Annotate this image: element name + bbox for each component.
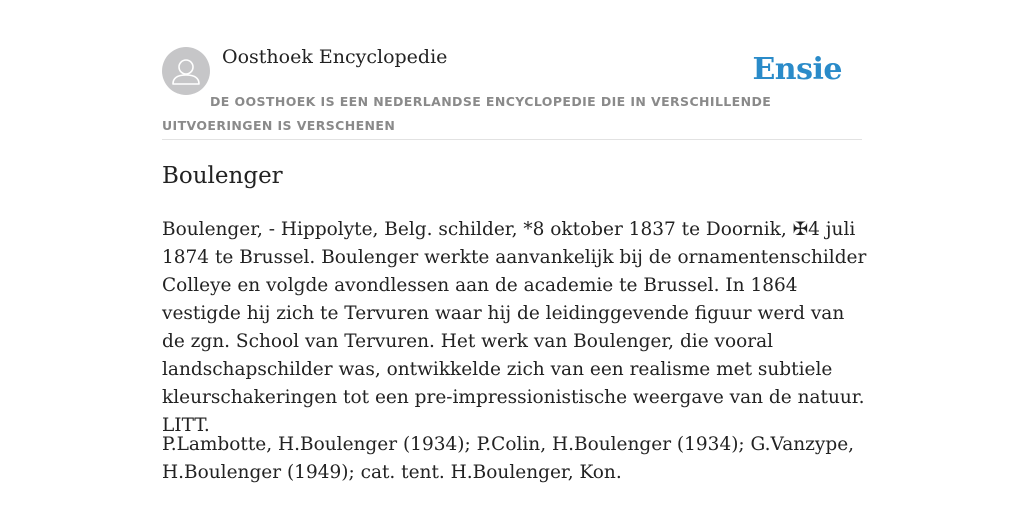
article-title: Boulenger <box>162 163 283 189</box>
user-avatar-icon[interactable] <box>162 47 210 95</box>
ensie-logo[interactable]: Ensie <box>752 52 842 87</box>
site-tagline: DE OOSTHOEK IS EEN NEDERLANDSE ENCYCLOPEDIE DIE IN VERSCHILLENDE UITVOERINGEN IS VERSCHENEN <box>162 94 772 133</box>
header-divider <box>162 139 862 140</box>
article-literature: P.Lambotte, H.Boulenger (1934); P.Colin, H.Boulenger (1934); G.Vanzype, H.Boulenger (1949); cat. tent. H.Boulenger, Kon. <box>162 434 855 483</box>
article-body: Boulenger, - Hippolyte, Belg. schilder, *8 oktober 1837 te Doornik, ✠4 juli 1874 te Brussel. Boulenger werkte aanvankelijk bij de ornamentenschilder Colleye en volgde avondlessen aan de academie te Brussel. In 1864 vestigde hij zich te Tervuren waar hij de leidinggevende figuur werd van de zgn. School van Tervuren. Het werk van Boulenger, die vooral landschapschilder was, ontwikkelde zich van een realisme met subtiele kleurschakeringen tot een pre-impressionistische weergave van de natuur. LITT. <box>162 219 867 436</box>
site-name[interactable]: Oosthoek Encyclopedie <box>222 46 448 68</box>
site-header <box>162 46 862 140</box>
